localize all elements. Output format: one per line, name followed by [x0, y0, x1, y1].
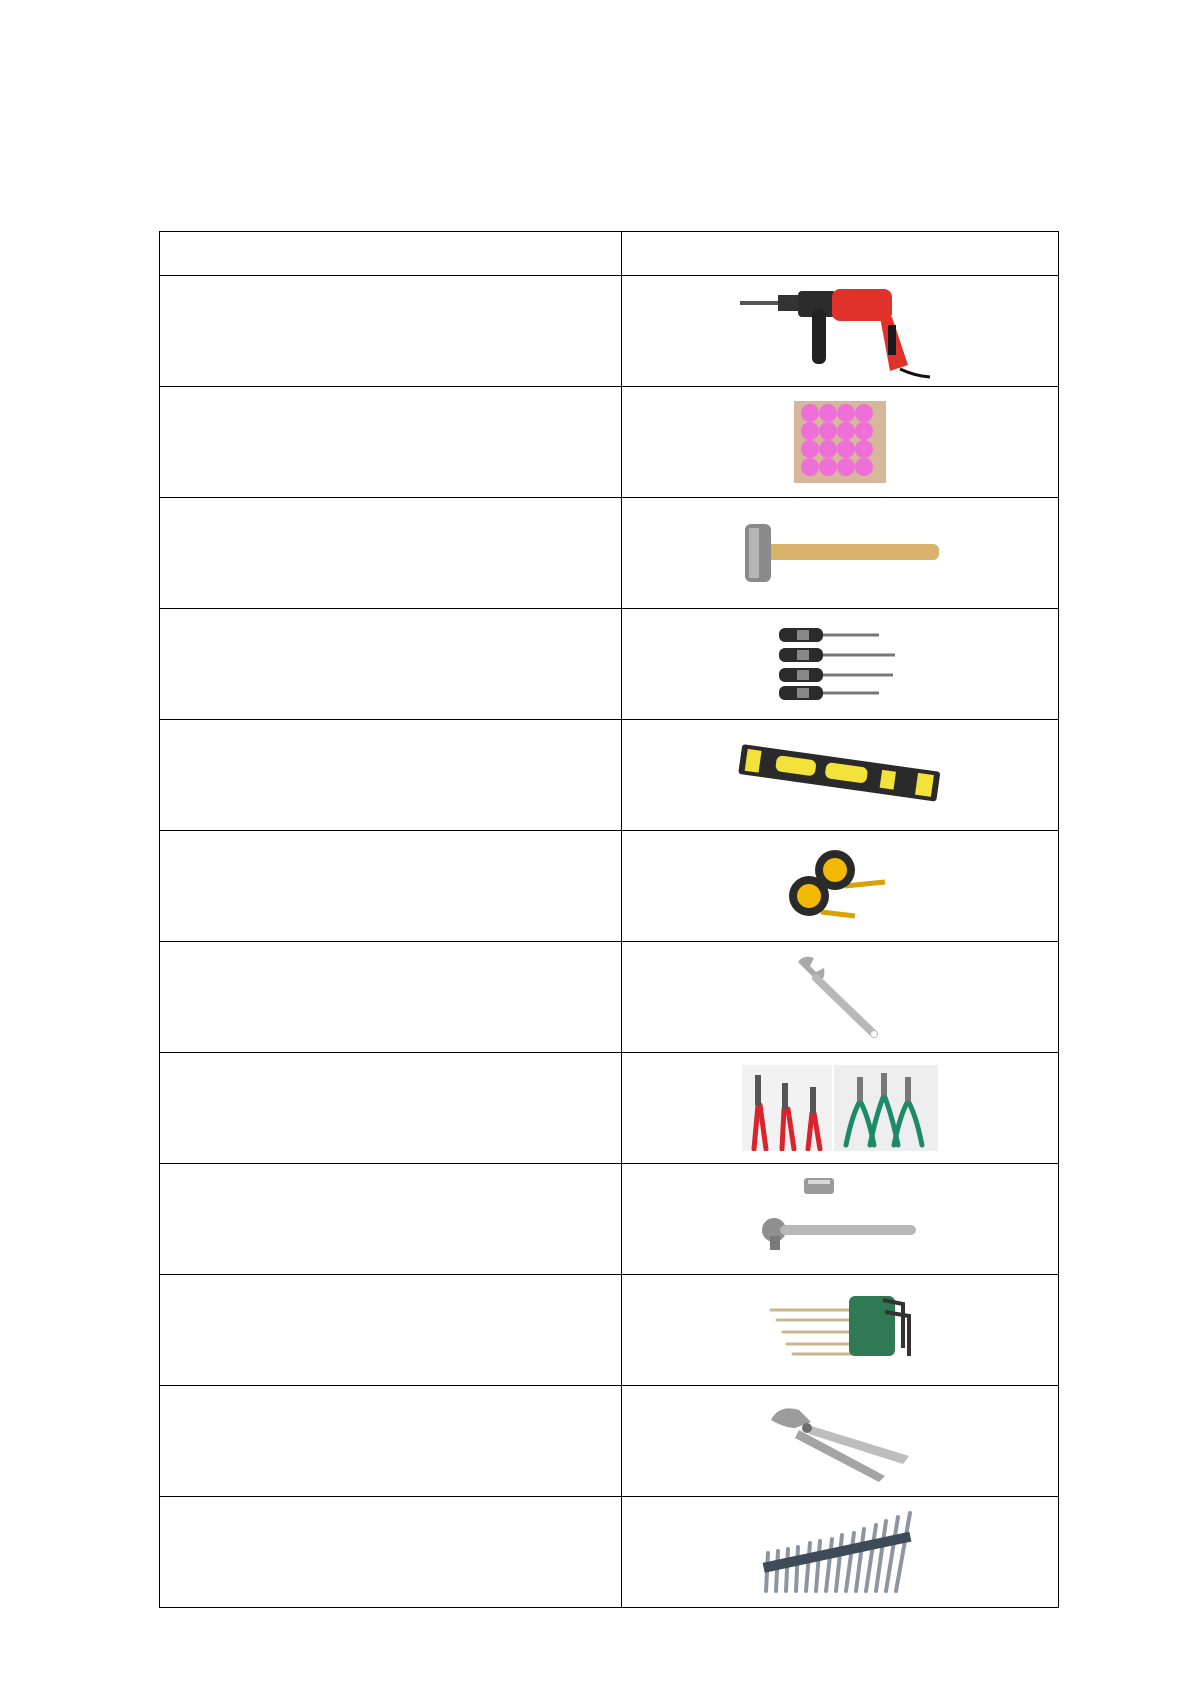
table-header-row [160, 232, 1059, 276]
header-name-label [160, 245, 170, 262]
tools-table [159, 231, 1059, 1608]
table-row [160, 1053, 1059, 1164]
tool-name-cell [160, 1164, 622, 1275]
table-row [160, 1386, 1059, 1497]
tool-name-cell [160, 1275, 622, 1386]
tool-name-cell [160, 942, 622, 1053]
drill-bit-box-icon [790, 397, 890, 487]
tool-image-cell [622, 387, 1059, 498]
header-image-label [622, 245, 632, 262]
adjustable-wrench-icon [790, 952, 890, 1042]
pliers-set-icon [742, 1065, 938, 1151]
locking-pliers-icon [765, 1398, 915, 1484]
combination-wrench-set-icon [758, 1509, 922, 1595]
tool-image-cell [622, 1275, 1059, 1386]
tool-name [160, 1432, 170, 1449]
tool-image-cell [622, 1053, 1059, 1164]
tool-name [160, 433, 170, 450]
sledge-hammer-icon [735, 518, 945, 588]
tool-name [160, 544, 170, 561]
table-row [160, 720, 1059, 831]
tool-name-cell [160, 1497, 622, 1608]
socket-ratchet-icon [760, 1174, 920, 1264]
table-row [160, 1275, 1059, 1386]
table-row [160, 387, 1059, 498]
tool-name-cell [160, 609, 622, 720]
tool-image-cell [622, 1386, 1059, 1497]
hammer-drill-icon [740, 281, 940, 381]
tool-name-cell [160, 1053, 622, 1164]
tool-image-cell [622, 609, 1059, 720]
tool-name-cell [160, 498, 622, 609]
table-row [160, 609, 1059, 720]
tape-measure-icon [785, 846, 895, 926]
tool-name-cell [160, 831, 622, 942]
tool-name [160, 877, 170, 894]
header-image-cell [622, 232, 1059, 276]
table-row [160, 831, 1059, 942]
tool-image-cell [622, 276, 1059, 387]
table-row [160, 1497, 1059, 1608]
tool-name-cell [160, 1386, 622, 1497]
tool-image-cell [622, 1497, 1059, 1608]
tool-name [160, 1543, 170, 1560]
tool-name [160, 766, 170, 783]
table-row [160, 498, 1059, 609]
tool-image-cell [622, 720, 1059, 831]
tool-image-cell [622, 1164, 1059, 1275]
tool-image-cell [622, 942, 1059, 1053]
tool-name [160, 988, 170, 1005]
tool-name-cell [160, 276, 622, 387]
table-row [160, 276, 1059, 387]
tool-name [160, 655, 170, 672]
tool-image-cell [622, 498, 1059, 609]
header-name-cell [160, 232, 622, 276]
tool-name [160, 1099, 170, 1116]
tool-name [160, 1210, 170, 1227]
tool-name-cell [160, 387, 622, 498]
tool-image-cell [622, 831, 1059, 942]
tool-name [160, 1321, 170, 1338]
tool-name [160, 322, 170, 339]
hex-key-set-icon [765, 1290, 915, 1370]
spirit-level-icon [735, 740, 945, 810]
tool-name-cell [160, 720, 622, 831]
table-row [160, 942, 1059, 1053]
screwdriver-set-icon [775, 624, 905, 704]
table-row [160, 1164, 1059, 1275]
